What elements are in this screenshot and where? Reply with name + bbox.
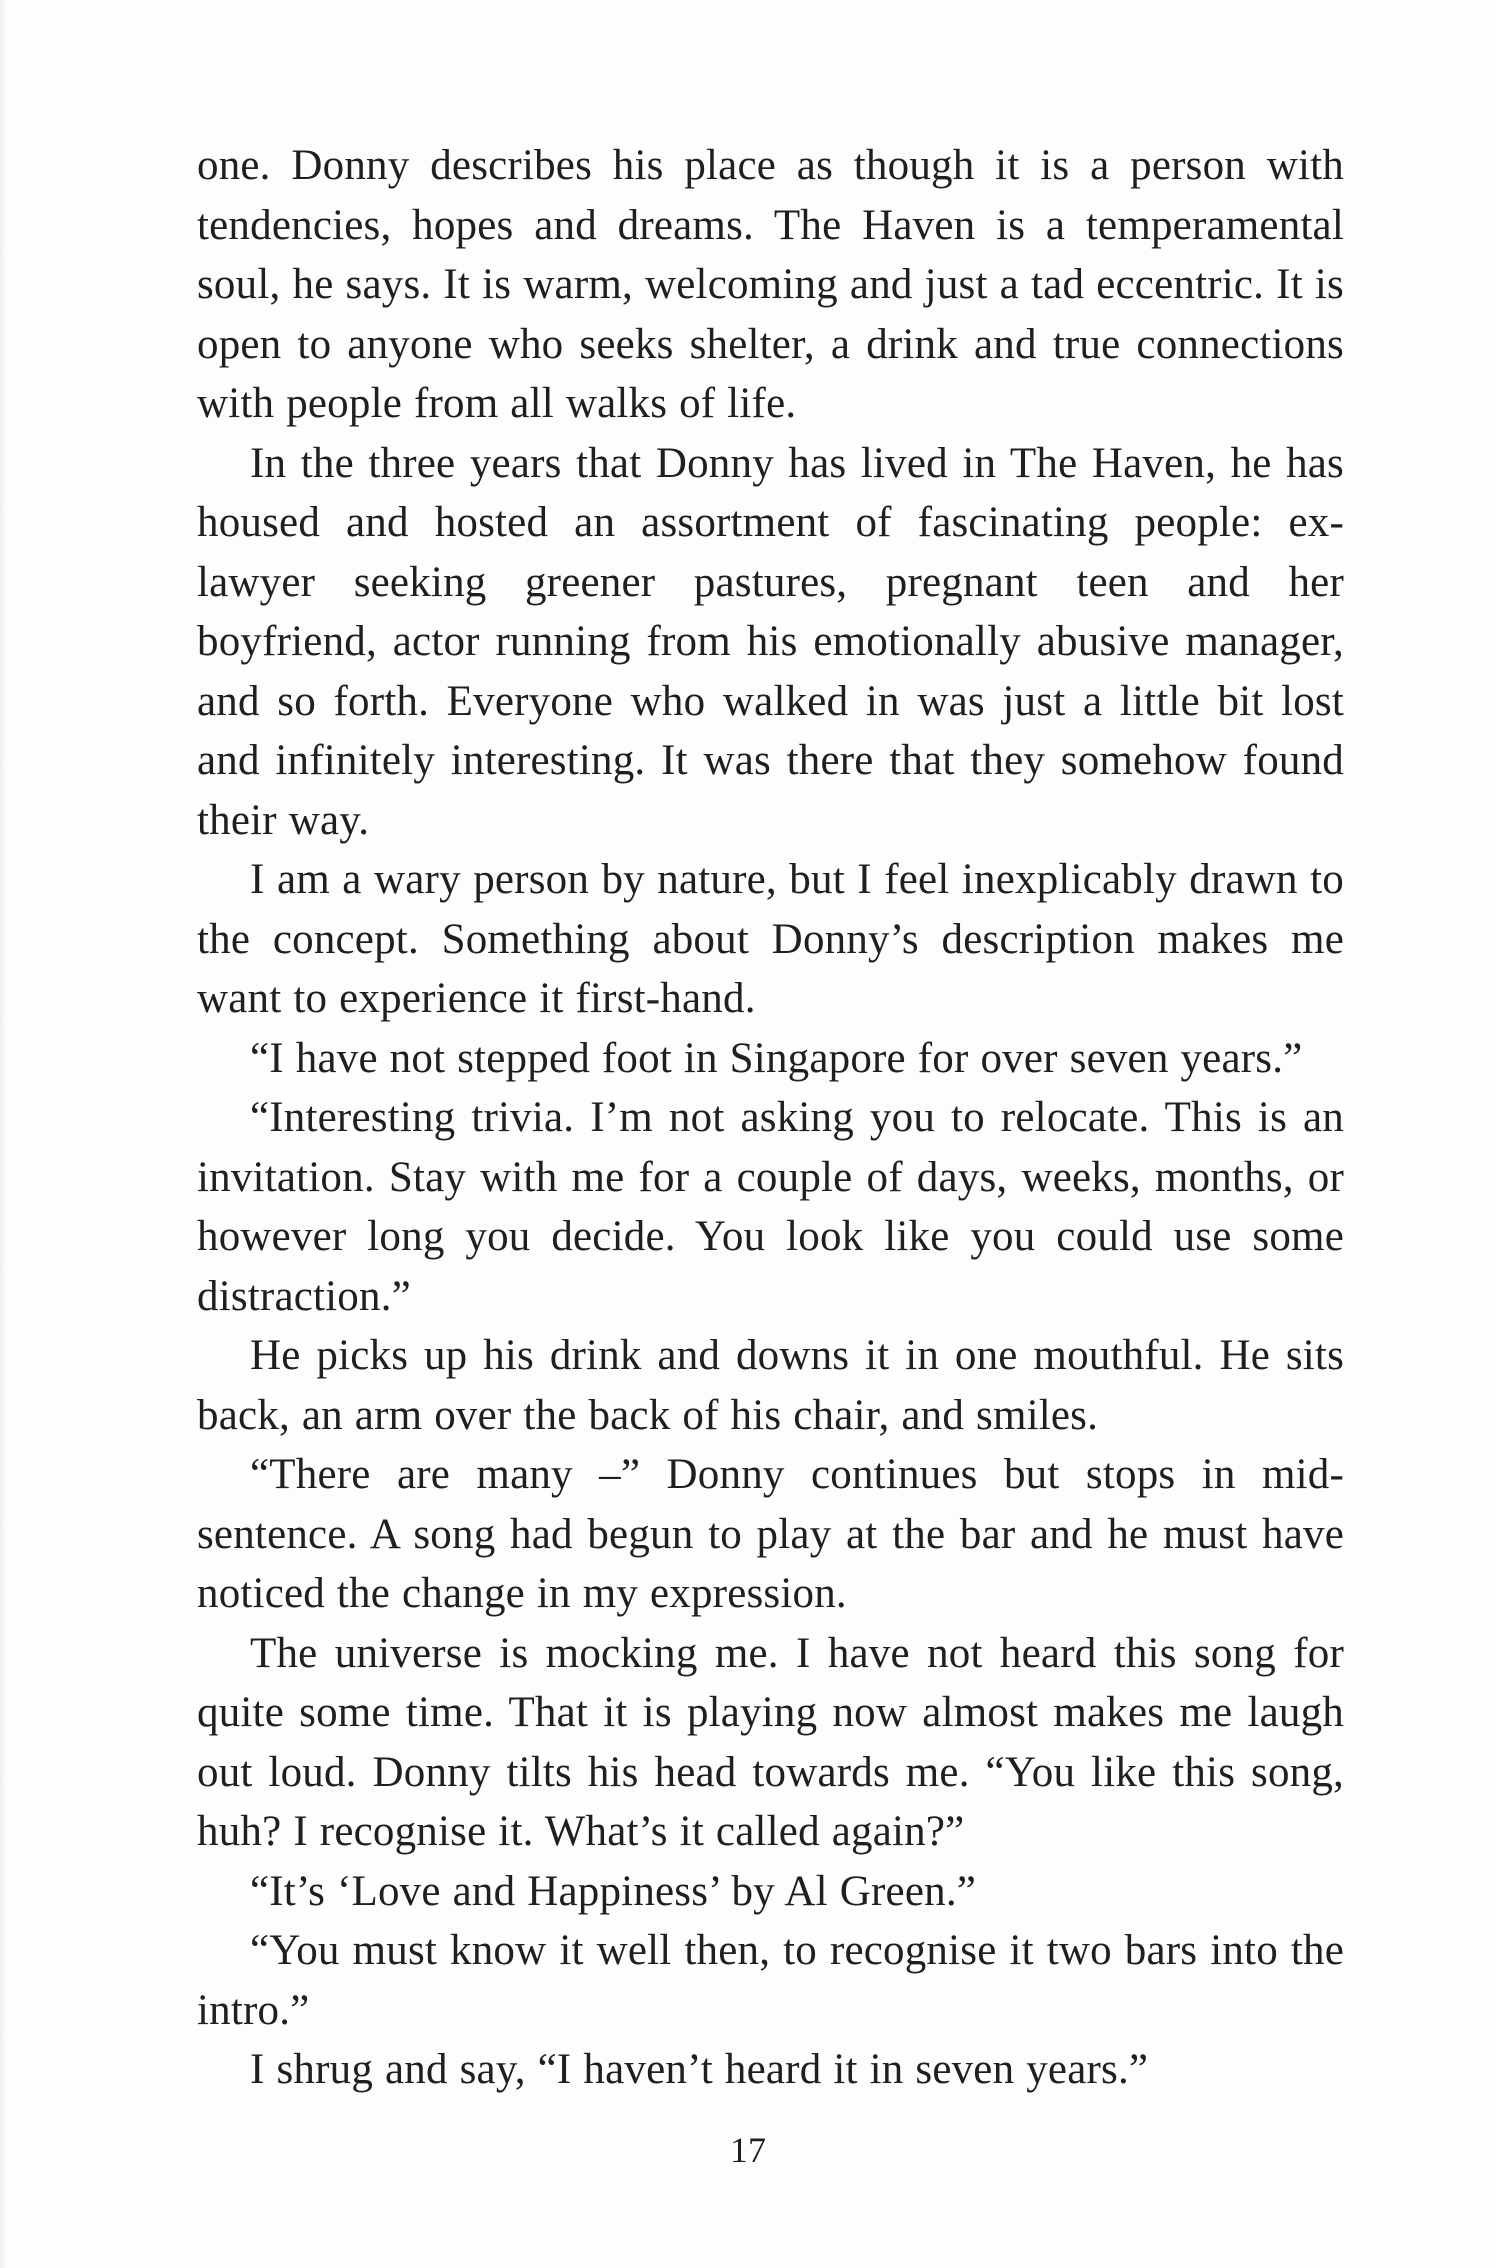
paragraph: I shrug and say, “I haven’t heard it in seven years.” [250,2046,1149,2093]
page-number: 17 [730,2130,766,2170]
paragraph: “Interesting trivia. I’m not asking you to relocate. This is an invitation. Stay with me for a couple of days, weeks, months, or however long you decide. You look like you could use some distraction.” [197,1094,1344,1320]
paragraph: “You must know it well then, to recognise it two bars into the intro.” [197,1927,1344,2034]
paragraph: one. Donny describes his place as though it is a person with tendencies, hopes and dreams. The Haven is a temperamental soul, he says. It is warm, welcoming and just a tad eccentric. It is open to anyone who seeks shelter, a drink and true connections with people from all walks of life. [197,142,1344,427]
paragraph: “It’s ‘Love and Happiness’ by Al Green.” [250,1867,977,1915]
paragraph: “I have not stepped foot in Singapore for over seven years.” [250,1034,1303,1082]
body-text [197,136,1344,2100]
paragraph: I am a wary person by nature, but I feel inexplicably drawn to the concept. Something about Donny’s description makes me want to experience it first-hand. [197,856,1344,1022]
page-edge [0,0,6,2268]
paragraph: The universe is mocking me. I have not heard this song for quite some time. That it is playing now almost makes me laugh out loud. Donny tilts his head towards me. “You like this song, huh? I recognise it. What’s it called again?” [197,1629,1344,1855]
paragraph: He picks up his drink and downs it in one mouthful. He sits back, an arm over the back of his chair, and smiles. [197,1332,1344,1439]
paragraph: “There are many –” Donny continues but stops in mid-sentence. A song had begun to play at the bar and he must have noticed the change in my expression. [197,1451,1344,1617]
paragraph: In the three years that Donny has lived in The Haven, he has housed and hosted an assortment of fascinating people: ex-lawyer seeking greener pastures, pregnant teen and her boyfriend, actor running from his emotionally abusive manager, and so forth. Everyone who walked in was just a little bit lost and infinitely interesting. It was there that they somehow found their way. [197,439,1344,844]
